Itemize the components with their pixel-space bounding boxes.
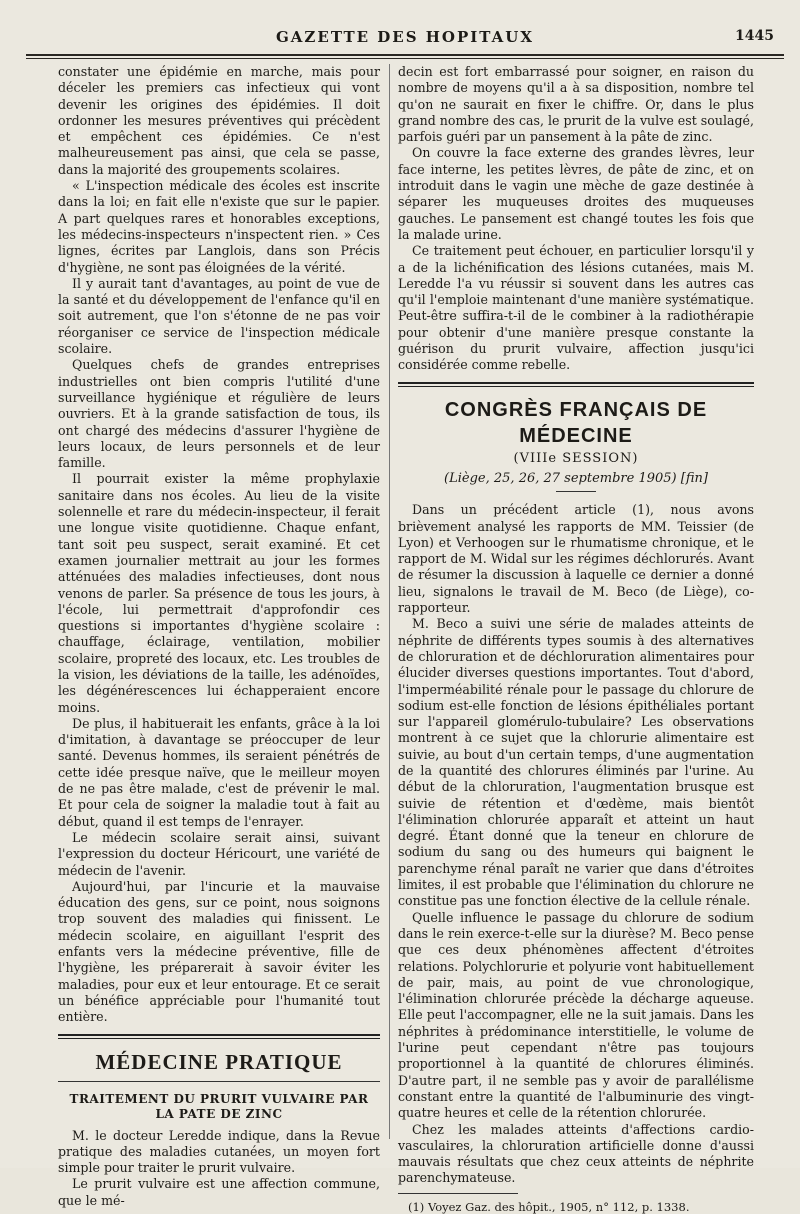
paragraph: Il y aurait tant d'avantages, au point de vue de la santé et du développement de l'enfance qu'il en soit autrement, que l'on s'étonne de ne pas voir réorganiser ce service de l'inspection médicale scolaire. xyxy=(58,275,380,357)
article-title: TRAITEMENT DU PRURIT VULVAIRE PAR LA PATE DE ZINC xyxy=(69,1091,369,1121)
paragraph: Quelques chefs de grandes entreprises industrielles ont bien compris l'utilité d'une surveillance hygiénique et régulière de leurs ouvriers. Et à la grande satisfaction de tous, ils ont chargé des médecins d'assurer l'hygiène de leurs locaux, de leurs personnels et de leur famille. xyxy=(58,357,380,471)
left-column xyxy=(58,64,380,1209)
paragraph: Le prurit vulvaire est une affection commune, que le mé- xyxy=(58,1176,380,1208)
session-label: (VIIIe SESSION) xyxy=(513,450,639,466)
paragraph: « L'inspection médicale des écoles est inscrite dans la loi; en fait elle n'existe que sur le papier. A part quelques rares et honorables exceptions, les médecins-inspecteurs n'inspectent rien. » Ces lignes, écrites par Langlois, dans son Précis d'hygiène, ne sont pas éloignées de la vérité. xyxy=(58,178,380,275)
right-column xyxy=(398,64,754,1214)
paragraph: De plus, il habituerait les enfants, grâce à la loi d'imitation, à davantage se préoccuper de leur santé. Devenus hommes, ils seraient pénétrés de cette idée presque naïve, que le meilleur moyen de ne pas être malade, c'est de prévenir le mal. Et pour cela de soigner la maladie tout à fait au début, quand il est temps de l'enrayer. xyxy=(58,715,380,829)
page-header xyxy=(26,26,784,52)
header-rule xyxy=(26,54,784,56)
footnote: (1) Voyez Gaz. des hôpit., 1905, n° 112, p. 1338. xyxy=(408,1199,690,1214)
section-title-congres: CONGRÈS FRANÇAIS DE MÉDECINE xyxy=(444,398,708,447)
section-title-rule xyxy=(58,1081,380,1082)
section-divider xyxy=(398,382,754,387)
paragraph: Le médecin scolaire serait ainsi, suivant l'expression du docteur Héricourt, une variété de médecin de l'avenir. xyxy=(58,829,380,878)
paragraph: On couvre la face externe des grandes lèvres, leur face interne, les petites lèvres, de pâte de zinc, et on introduit dans le vagin une mèche de gaze destinée à séparer les muqueuses droites des muqueuses gauches. Le pansement est changé toutes les fois que la malade urine. xyxy=(398,145,754,242)
meeting-info: (Liège, 25, 26, 27 septembre 1905) [fin] xyxy=(444,470,708,486)
short-rule xyxy=(556,491,596,492)
page-number: 1445 xyxy=(735,28,774,44)
paragraph: Ce traitement peut échouer, en particulier lorsqu'il y a de la lichénification des lésions cutanées, mais M. Leredde l'a vu réussir si souvent dans les autres cas qu'il l'emploie maintenant d'une manière systématique. Peut-être suffira-t-il de le combiner à la radiothérapie pour obtenir d'une manière presque constante la guérison du prurit vulvaire, affection jusqu'ici considérée comme rebelle. xyxy=(398,243,754,373)
paragraph: M. Beco a suivi une série de malades atteints de néphrite de différents types soumis à des alternatives de chloruration et de déchloruration alimentaires pour élucider diverses questions importantes. Tout d'abord, l'imperméabilité rénale pour le passage du chlorure de sodium est-elle fonction de lésions épithéliales portant sur l'appareil glomérulo-tubulaire? Les observations montrent à ce sujet que la chlorurie alimentaire est suivie, au bout d'un certain temps, d'une augmentation de la quantité des chlorures éliminés par l'urine. Au début de la chloruration, l'augmentation brusque est suivie de rétention et d'œdème, mais bientôt l'élimination chlorurée apparaît et atteint un haut degré. Étant donné que la teneur en chlorure de sodium du sang ou des humeurs qui baignent le parenchyme rénal paraît ne varier que dans d'étroites limites, il est probable que l'élimination du chlorure ne constitue pas une fonction élective de la cellule rénale. xyxy=(398,616,754,909)
header-rule-thin xyxy=(26,58,784,59)
paragraph: M. le docteur Leredde indique, dans la Revue pratique des maladies cutanées, un moyen fort simple pour traiter le prurit vulvaire. xyxy=(58,1127,380,1176)
paragraph: constater une épidémie en marche, mais pour déceler les premiers cas infectieux qui vont devenir les origines des épidémies. Il doit ordonner les mesures préventives qui précèdent et empêchent ces épidémies. Ce n'est malheureusement pas ainsi, que cela se passe, dans la majorité des groupements scolaires. xyxy=(58,64,380,177)
journal-title: GAZETTE DES HOPITAUX xyxy=(275,28,534,46)
section-title-medecine-pratique: MÉDECINE PRATIQUE xyxy=(95,1049,343,1074)
column-divider xyxy=(389,64,390,1139)
paragraph: Quelle influence le passage du chlorure de sodium dans le rein exerce-t-elle sur la diurèse? M. Beco pense que ces deux phénomènes affectent d'étroites relations. Polychlorurie et polyurie vont habituellement de pair, mais, au point de vue chronologique, l'élimination chlorurée précède la décharge aqueuse. Elle peut l'accompagner, elle ne la suit jamais. Dans les néphrites à prédominance interstitielle, le volume de l'urine peut cependant n'être pas toujours proportionnel à la quantité de chlorures éliminés. D'autre part, il ne semble pas y avoir de parallélisme constant entre la quantité de l'albuminurie des vingt-quatre heures et celle de la rétention chlorurée. xyxy=(398,909,754,1121)
paragraph: Il pourrait exister la même prophylaxie sanitaire dans nos écoles. Au lieu de la visite solennelle et rare du médecin-inspecteur, il ferait une longue visite quotidienne. Chaque enfant, tant soit peu suspect, serait examiné. Et cet examen journalier mettrait au jour les formes atténuées des maladies infectieuses, dont nous venons de parler. Sa présence de tous les jours, à l'école, lui permettrait d'approfondir ces questions si importantes d'hygiène scolaire : chauffage, éclairage, ventilation, mobilier scolaire, propreté des locaux, etc. Les troubles de la vision, les déviations de la taille, les adénoïdes, les dégénérescences lui échapperaient encore moins. xyxy=(58,471,380,715)
paragraph: Dans un précédent article (1), nous avons brièvement analysé les rapports de MM. Teissier (de Lyon) et Verhoogen sur le rhumatisme chronique, et le rapport de M. Widal sur les régimes déchlorurés. Avant de résumer la discussion à laquelle ce dernier a donné lieu, signalons le travail de M. Beco (de Liège), co-rapporteur. xyxy=(398,502,754,616)
paragraph: Chez les malades atteints d'affections cardio-vasculaires, la chloruration artificielle donne d'aussi mauvais résultats que chez ceux atteints de néphrite parenchymateuse. xyxy=(398,1121,754,1186)
paragraph: Aujourd'hui, par l'incurie et la mauvaise éducation des gens, sur ce point, nous soignons trop souvent des maladies qui finissent. Le médecin scolaire, en aiguillant l'esprit des enfants vers la médecine préventive, fille de l'hygiène, les préparerait à savoir éviter les maladies, pour eux et leur entourage. Et ce serait un bénéfice appréciable pour l'humanité tout entière. xyxy=(58,878,380,1025)
paragraph: decin est fort embarrassé pour soigner, en raison du nombre de moyens qu'il a à sa disposition, nombre tel qu'on ne saurait en fixer le chiffre. Or, dans le plus grand nombre des cas, le prurit de la vulve est soulagé, parfois guéri par un pansement à la pâte de zinc. xyxy=(398,64,754,145)
section-divider xyxy=(58,1034,380,1039)
footnote-rule xyxy=(398,1193,518,1194)
